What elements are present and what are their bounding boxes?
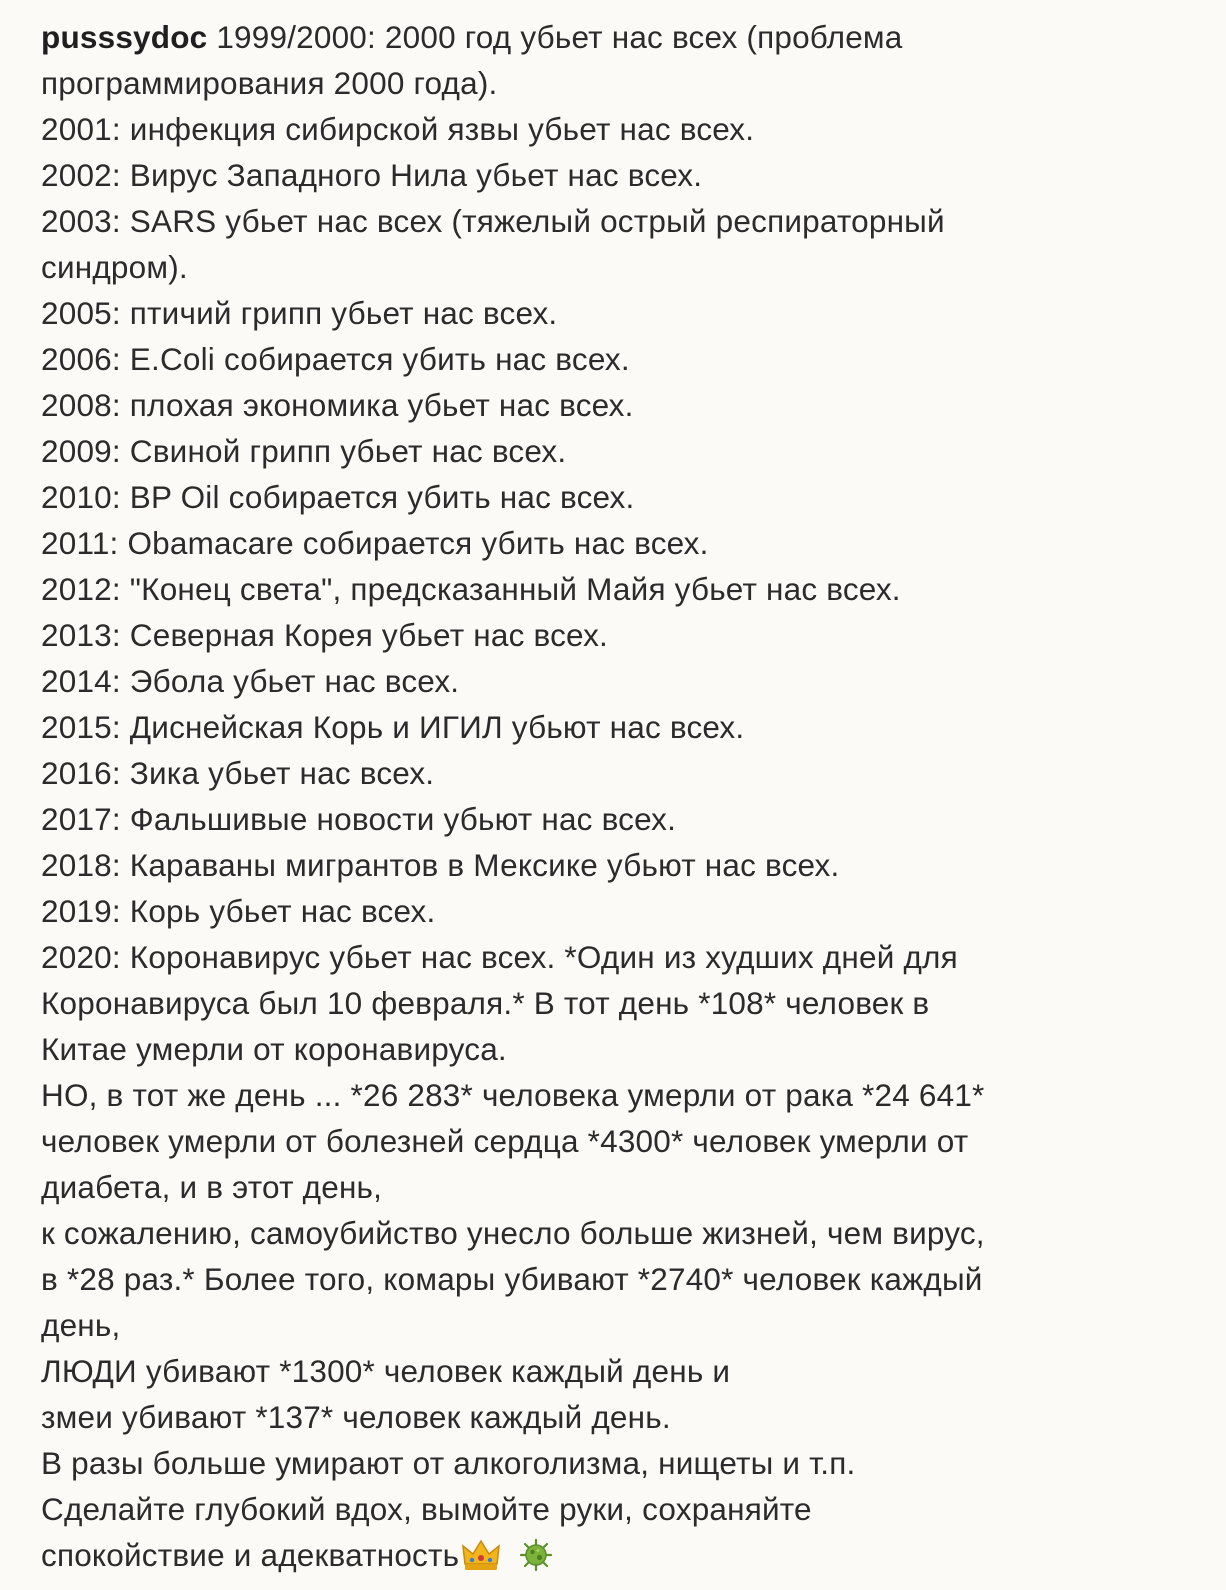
caption-line: 2012: "Конец света", предсказанный Майя убьет нас всех. <box>41 571 901 607</box>
post-caption <box>41 14 1201 1578</box>
caption-line: ЛЮДИ убивают *1300* человек каждый день и <box>41 1353 731 1389</box>
caption-line: 2009: Свиной грипп убьет нас всех. <box>41 433 567 469</box>
caption-line: 2005: птичий грипп убьет нас всех. <box>41 295 558 331</box>
crown-icon <box>461 1538 501 1572</box>
caption-line: синдром). <box>41 249 188 285</box>
caption-line-last <box>41 1532 1201 1578</box>
caption-line: 2013: Северная Корея убьет нас всех. <box>41 617 608 653</box>
caption-line: 2006: E.Coli собирается убить нас всех. <box>41 341 630 377</box>
caption-line: 2011: Obamacare собирается убить нас всех. <box>41 525 709 561</box>
caption-line: 2017: Фальшивые новости убьют нас всех. <box>41 801 677 837</box>
caption-line: Сделайте глубокий вдох, вымойте руки, сохраняйте <box>41 1491 812 1527</box>
caption-line: 2003: SARS убьет нас всех (тяжелый острый респираторный <box>41 203 945 239</box>
caption-line: НО, в тот же день ... *26 283* человека умерли от рака *24 641* <box>41 1077 985 1113</box>
caption-line: к сожалению, самоубийство унесло больше жизней, чем вирус, <box>41 1215 985 1251</box>
caption-line: 2016: Зика убьет нас всех. <box>41 755 435 791</box>
caption-line: программирования 2000 года). <box>41 65 498 101</box>
caption-line: В разы больше умирают от алкоголизма, нищеты и т.п. <box>41 1445 856 1481</box>
caption-line-1 <box>41 14 1201 60</box>
caption-text: 1999/2000: 2000 год убьет нас всех (проблема <box>207 19 903 55</box>
virus-icon <box>519 1538 553 1572</box>
caption-line: 2019: Корь убьет нас всех. <box>41 893 436 929</box>
caption-line: Коронавируса был 10 февраля.* В тот день *108* человек в <box>41 985 930 1021</box>
caption-line: день, <box>41 1307 121 1343</box>
caption-line: диабета, и в этот день, <box>41 1169 383 1205</box>
caption-line: змеи убивают *137* человек каждый день. <box>41 1399 671 1435</box>
caption-line: Китае умерли от коронавируса. <box>41 1031 507 1067</box>
caption-line: 2008: плохая экономика убьет нас всех. <box>41 387 634 423</box>
caption-line: 2002: Вирус Западного Нила убьет нас всех. <box>41 157 703 193</box>
caption-line: 2001: инфекция сибирской язвы убьет нас всех. <box>41 111 755 147</box>
caption-line: 2020: Коронавирус убьет нас всех. *Один из худших дней для <box>41 939 958 975</box>
username[interactable]: pusssydoc <box>41 19 208 55</box>
caption-line: 2010: BP Oil собирается убить нас всех. <box>41 479 635 515</box>
caption-line: человек умерли от болезней сердца *4300* человек умерли от <box>41 1123 969 1159</box>
caption-line: 2015: Диснейская Корь и ИГИЛ убьют нас всех. <box>41 709 745 745</box>
caption-line: в *28 раз.* Более того, комары убивают *2740* человек каждый <box>41 1261 983 1297</box>
caption-line: 2014: Эбола убьет нас всех. <box>41 663 460 699</box>
caption-line: 2018: Караваны мигрантов в Мексике убьют нас всех. <box>41 847 840 883</box>
caption-text: спокойствие и адекватность <box>41 1537 460 1573</box>
